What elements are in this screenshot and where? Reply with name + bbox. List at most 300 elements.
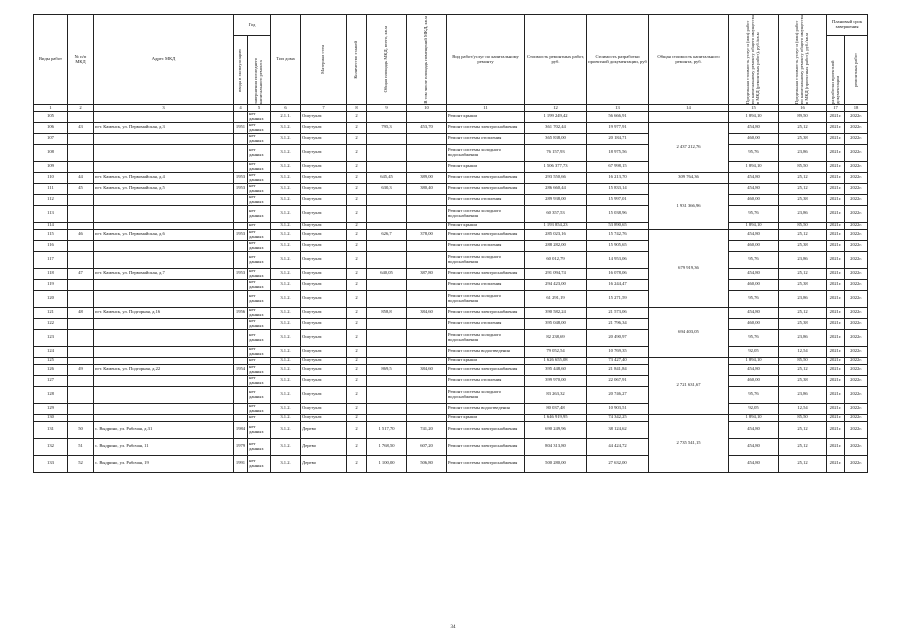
- cell-total-area: [367, 279, 407, 290]
- header-work-type: Виды работ: [34, 15, 68, 105]
- cell-design-cost: 53 890,65: [587, 222, 649, 229]
- cell-floors: 2: [347, 346, 367, 357]
- cell-floors: 2: [347, 279, 367, 290]
- cell-limit-design: 25,38: [779, 240, 827, 251]
- cell-limit-design: 25,12: [779, 455, 827, 472]
- cell-repair-cost: 76 157,93: [525, 144, 587, 161]
- cell-limit-repair: 454,80: [729, 268, 779, 279]
- cell-mkd-number: 49: [68, 364, 94, 375]
- cell-limit-repair: 1 894,10: [729, 414, 779, 421]
- cell-design-cost: 21 841,84: [587, 364, 649, 375]
- cell-repair-cost: 61 291,19: [525, 290, 587, 307]
- cell-last-repair: нет данных: [248, 375, 271, 386]
- table-row: [34, 421, 868, 438]
- table-row: [34, 183, 868, 194]
- cell-commission-year: [234, 346, 248, 357]
- cell-address: пгт. Каменск, ул. Первомайская, д.7: [94, 268, 234, 279]
- cell-design-cost: 27 632,00: [587, 455, 649, 472]
- cell-house-type: 3.1.2.: [271, 290, 301, 307]
- column-number: 11: [447, 105, 525, 112]
- cell-design-term: 2021г.: [827, 112, 845, 123]
- cell-commission-year: [234, 279, 248, 290]
- cell-work-kind: Ремонт системы водоотведения: [447, 403, 525, 414]
- cell-design-cost: 38 124,62: [587, 421, 649, 438]
- cell-address: [94, 329, 234, 346]
- table-row: [34, 346, 868, 357]
- cell-work-type: 126: [34, 364, 68, 375]
- cell-premises-area: 389,00: [407, 172, 447, 183]
- cell-limit-repair: 454,80: [729, 172, 779, 183]
- cell-design-term: 2021г.: [827, 403, 845, 414]
- cell-wall-material: Ошутукат.: [301, 414, 347, 421]
- cell-repair-term: 2022г.: [845, 414, 868, 421]
- cell-address: [94, 112, 234, 123]
- cell-premises-area: [407, 133, 447, 144]
- cell-total-cost: 2 721 631,67: [649, 357, 729, 414]
- cell-floors: 2: [347, 229, 367, 240]
- cell-premises-area: [407, 112, 447, 123]
- table-row: [34, 161, 868, 172]
- cell-house-type: 3.1.2.: [271, 194, 301, 205]
- cell-premises-area: [407, 240, 447, 251]
- table-row: [34, 133, 868, 144]
- cell-mkd-number: [68, 279, 94, 290]
- cell-limit-repair: 95,76: [729, 329, 779, 346]
- cell-limit-repair: 454,80: [729, 307, 779, 318]
- cell-commission-year: [234, 222, 248, 229]
- cell-last-repair: нет данных: [248, 346, 271, 357]
- cell-work-kind: Ремонт системы холодного водоснабжения: [447, 386, 525, 403]
- cell-floors: 2: [347, 290, 367, 307]
- cell-limit-design: 23,86: [779, 329, 827, 346]
- cell-mkd-number: [68, 318, 94, 329]
- cell-last-repair: нет данных: [248, 122, 271, 133]
- cell-last-repair: нет данных: [248, 386, 271, 403]
- cell-house-type: 3.1.2.: [271, 386, 301, 403]
- header-mkd-number: № п/п МКД: [68, 15, 94, 105]
- cell-wall-material: Ошутукат.: [301, 307, 347, 318]
- cell-last-repair: нет данных: [248, 279, 271, 290]
- cell-repair-term: 2022г.: [845, 329, 868, 346]
- cell-work-type: 129: [34, 403, 68, 414]
- cell-repair-term: 2022г.: [845, 357, 868, 364]
- cell-wall-material: Ошутукат.: [301, 364, 347, 375]
- cell-limit-repair: 1 894,10: [729, 112, 779, 123]
- cell-work-type: 123: [34, 329, 68, 346]
- cell-mkd-number: 51: [68, 438, 94, 455]
- cell-premises-area: 384,60: [407, 364, 447, 375]
- cell-commission-year: [234, 205, 248, 222]
- cell-work-kind: Ремонт системы электроснабжения: [447, 364, 525, 375]
- header-wall-material: Материал стен: [301, 15, 347, 105]
- cell-address: [94, 357, 234, 364]
- cell-design-term: 2021г.: [827, 307, 845, 318]
- cell-total-area: [367, 240, 407, 251]
- cell-mkd-number: [68, 133, 94, 144]
- column-number: 6: [271, 105, 301, 112]
- cell-floors: 2: [347, 329, 367, 346]
- cell-address: [94, 161, 234, 172]
- cell-work-type: 124: [34, 346, 68, 357]
- cell-total-cost: [649, 112, 729, 123]
- cell-address: [94, 222, 234, 229]
- cell-address: [94, 290, 234, 307]
- cell-wall-material: Ошутукат.: [301, 161, 347, 172]
- cell-premises-area: [407, 318, 447, 329]
- cell-limit-repair: 95,76: [729, 386, 779, 403]
- cell-last-repair: нет данных: [248, 329, 271, 346]
- cell-wall-material: Ошутукат.: [301, 346, 347, 357]
- cell-design-cost: 16 213,70: [587, 172, 649, 183]
- table-row: [34, 307, 868, 318]
- cell-floors: 2: [347, 122, 367, 133]
- cell-work-type: 128: [34, 386, 68, 403]
- table-row: [34, 172, 868, 183]
- cell-mkd-number: [68, 386, 94, 403]
- cell-commission-year: [234, 357, 248, 364]
- cell-repair-cost: 804 313,80: [525, 438, 587, 455]
- cell-house-type: 3.1.2.: [271, 172, 301, 183]
- cell-floors: 2: [347, 318, 367, 329]
- cell-last-repair: нет данных: [248, 403, 271, 414]
- table-row: [34, 279, 868, 290]
- cell-mkd-number: [68, 194, 94, 205]
- cell-work-kind: Ремонт системы отопления: [447, 318, 525, 329]
- table-row: [34, 364, 868, 375]
- cell-work-kind: Ремонт системы холодного водоснабжения: [447, 144, 525, 161]
- cell-design-term: 2021г.: [827, 386, 845, 403]
- header-repair-cost: Стоимость ремонтных работ, руб.: [525, 15, 587, 105]
- cell-repair-cost: 500 280,00: [525, 455, 587, 472]
- cell-total-area: [367, 251, 407, 268]
- cell-total-area: [367, 161, 407, 172]
- cell-premises-area: [407, 386, 447, 403]
- cell-work-kind: Ремонт крыши: [447, 414, 525, 421]
- cell-design-term: 2021г.: [827, 357, 845, 364]
- cell-premises-area: [407, 346, 447, 357]
- cell-work-type: 130: [34, 414, 68, 421]
- cell-repair-cost: 361 702,44: [525, 122, 587, 133]
- cell-last-repair: нет данных: [248, 421, 271, 438]
- cell-work-type: 113: [34, 205, 68, 222]
- cell-floors: 2: [347, 161, 367, 172]
- cell-repair-term: 2022г.: [845, 194, 868, 205]
- cell-repair-cost: 80 037,48: [525, 403, 587, 414]
- cell-last-repair: нет данных: [248, 251, 271, 268]
- cell-repair-term: 2022г.: [845, 421, 868, 438]
- cell-commission-year: [234, 290, 248, 307]
- cell-house-type: 3.1.2.: [271, 421, 301, 438]
- cell-total-cost: 1 931 366,96: [649, 183, 729, 229]
- cell-address: [94, 133, 234, 144]
- table-row: [34, 229, 868, 240]
- cell-limit-design: 25,12: [779, 421, 827, 438]
- header-year: Год: [234, 15, 271, 36]
- cell-total-cost: 2 735 541,15: [649, 414, 729, 472]
- table-row: [34, 455, 868, 472]
- cell-house-type: 3.1.2.: [271, 144, 301, 161]
- header-design-cost: Стоимость разработки проектной документации, руб: [587, 15, 649, 105]
- cell-repair-cost: 82 238,69: [525, 329, 587, 346]
- cell-last-repair: нет данных: [248, 133, 271, 144]
- cell-address: [94, 279, 234, 290]
- column-number: 18: [845, 105, 868, 112]
- cell-work-kind: Ремонт системы водоотведения: [447, 346, 525, 357]
- cell-house-type: 3.1.2.: [271, 346, 301, 357]
- cell-floors: 2: [347, 375, 367, 386]
- cell-design-cost: 15 038,96: [587, 205, 649, 222]
- cell-wall-material: Ошутукат.: [301, 194, 347, 205]
- cell-total-area: 630,3: [367, 183, 407, 194]
- cell-limit-repair: 1 894,10: [729, 161, 779, 172]
- cell-mkd-number: 43: [68, 122, 94, 133]
- cell-repair-term: 2022г.: [845, 268, 868, 279]
- cell-design-term: 2021г.: [827, 329, 845, 346]
- cell-limit-repair: 460,00: [729, 240, 779, 251]
- table-row: [34, 403, 868, 414]
- cell-commission-year: 1951: [234, 122, 248, 133]
- cell-work-kind: Ремонт системы отопления: [447, 194, 525, 205]
- cell-wall-material: Ошутукат.: [301, 222, 347, 229]
- cell-design-term: 2021г.: [827, 290, 845, 307]
- cell-limit-design: 25,12: [779, 268, 827, 279]
- cell-last-repair: нет данных: [248, 318, 271, 329]
- cell-design-cost: 15 271,59: [587, 290, 649, 307]
- cell-house-type: 3.1.2.: [271, 133, 301, 144]
- table-row: [34, 268, 868, 279]
- cell-repair-term: 2022г.: [845, 403, 868, 414]
- cell-mkd-number: [68, 240, 94, 251]
- cell-wall-material: Ошутукат.: [301, 229, 347, 240]
- cell-house-type: 3.1.2.: [271, 455, 301, 472]
- cell-limit-repair: 460,00: [729, 318, 779, 329]
- header-premises-area: В том числе площадь помещений МКД, кв.м: [407, 15, 447, 105]
- cell-repair-term: 2022г.: [845, 438, 868, 455]
- cell-wall-material: Ошутукат.: [301, 268, 347, 279]
- header-address: Адрес МКД: [94, 15, 234, 105]
- cell-design-cost: 21 573,06: [587, 307, 649, 318]
- cell-total-area: [367, 194, 407, 205]
- cell-total-area: [367, 290, 407, 307]
- cell-house-type: 2.1.1.: [271, 112, 301, 123]
- cell-house-type: 3.1.2.: [271, 403, 301, 414]
- cell-house-type: 3.1.2.: [271, 251, 301, 268]
- cell-work-type: 108: [34, 144, 68, 161]
- cell-total-area: [367, 386, 407, 403]
- cell-limit-repair: 454,80: [729, 364, 779, 375]
- table-row: [34, 329, 868, 346]
- table-row: [34, 375, 868, 386]
- cell-repair-term: 2022г.: [845, 346, 868, 357]
- cell-limit-repair: 92,05: [729, 403, 779, 414]
- cell-limit-repair: 95,76: [729, 144, 779, 161]
- cell-commission-year: [234, 375, 248, 386]
- cell-work-kind: Ремонт крыши: [447, 112, 525, 123]
- cell-limit-repair: 95,76: [729, 290, 779, 307]
- cell-commission-year: [234, 112, 248, 123]
- cell-last-repair: нет данных: [248, 268, 271, 279]
- table-row: [34, 357, 868, 364]
- cell-design-term: 2021г.: [827, 133, 845, 144]
- cell-total-area: [367, 346, 407, 357]
- cell-address: пгт. Каменск, ул. Первомайская, д.6: [94, 229, 234, 240]
- cell-total-cost: 309 764,36: [649, 172, 729, 183]
- cell-mkd-number: [68, 205, 94, 222]
- cell-premises-area: [407, 205, 447, 222]
- cell-premises-area: [407, 414, 447, 421]
- cell-work-kind: Ремонт системы холодного водоснабжения: [447, 251, 525, 268]
- cell-mkd-number: [68, 290, 94, 307]
- cell-work-kind: Ремонт системы холодного водоснабжения: [447, 290, 525, 307]
- cell-limit-design: 23,86: [779, 290, 827, 307]
- cell-work-kind: Ремонт системы электроснабжения: [447, 122, 525, 133]
- column-number: 17: [827, 105, 845, 112]
- cell-repair-cost: 289 938,00: [525, 194, 587, 205]
- cell-floors: 2: [347, 112, 367, 123]
- cell-premises-area: [407, 357, 447, 364]
- cell-commission-year: [234, 414, 248, 421]
- cell-repair-cost: 395 048,00: [525, 318, 587, 329]
- cell-commission-year: [234, 161, 248, 172]
- cell-design-term: 2021г.: [827, 222, 845, 229]
- cell-repair-cost: 390 582,24: [525, 307, 587, 318]
- cell-limit-repair: 454,80: [729, 421, 779, 438]
- cell-design-term: 2021г.: [827, 279, 845, 290]
- cell-total-area: [367, 133, 407, 144]
- cell-design-term: 2021г.: [827, 421, 845, 438]
- cell-last-repair: нет данных: [248, 364, 271, 375]
- cell-limit-repair: 454,80: [729, 183, 779, 194]
- cell-commission-year: [234, 318, 248, 329]
- cell-limit-design: 85,50: [779, 161, 827, 172]
- cell-design-term: 2021г.: [827, 194, 845, 205]
- column-number: 1: [34, 105, 68, 112]
- cell-design-cost: 20 184,71: [587, 133, 649, 144]
- cell-repair-cost: 285 023,16: [525, 229, 587, 240]
- cell-last-repair: нет данных: [248, 183, 271, 194]
- cell-commission-year: [234, 144, 248, 161]
- cell-house-type: 3.1.2.: [271, 329, 301, 346]
- cell-address: пгт. Каменск, ул. Подгорная, д.22: [94, 364, 234, 375]
- cell-address: с. Выдрино, ул. Рабочая, д.31: [94, 421, 234, 438]
- cell-mkd-number: 48: [68, 307, 94, 318]
- table-row: [34, 222, 868, 229]
- cell-wall-material: Ошутукат.: [301, 144, 347, 161]
- table-row: [34, 438, 868, 455]
- cell-address: [94, 346, 234, 357]
- cell-design-cost: 16 244,47: [587, 279, 649, 290]
- cell-design-term: 2021г.: [827, 438, 845, 455]
- cell-wall-material: Ошутукат.: [301, 240, 347, 251]
- cell-commission-year: [234, 386, 248, 403]
- cell-design-cost: 20 746,27: [587, 386, 649, 403]
- cell-repair-term: 2022г.: [845, 112, 868, 123]
- cell-commission-year: [234, 251, 248, 268]
- cell-premises-area: [407, 144, 447, 161]
- cell-address: [94, 403, 234, 414]
- cell-house-type: 3.1.2.: [271, 183, 301, 194]
- cell-design-term: 2021г.: [827, 161, 845, 172]
- cell-mkd-number: [68, 329, 94, 346]
- cell-repair-term: 2022г.: [845, 375, 868, 386]
- cell-commission-year: [234, 240, 248, 251]
- header-limit-design: Предельная стоимость услуг и (или) работ по капитальному ремонту общего имущества в МКД (проектных работ), руб./кв.м: [779, 15, 827, 105]
- cell-floors: 2: [347, 205, 367, 222]
- cell-work-type: 127: [34, 375, 68, 386]
- cell-mkd-number: [68, 144, 94, 161]
- cell-limit-design: 25,38: [779, 375, 827, 386]
- column-number: 8: [347, 105, 367, 112]
- cell-address: [94, 375, 234, 386]
- cell-total-area: [367, 222, 407, 229]
- header-total-cost: Общая стоимость капитального ремонта, руб.: [649, 15, 729, 105]
- cell-design-cost: 18 975,56: [587, 144, 649, 161]
- cell-address: пгт. Каменск, ул. Подгорная, д.16: [94, 307, 234, 318]
- cell-repair-cost: 690 249,96: [525, 421, 587, 438]
- cell-work-type: 109: [34, 161, 68, 172]
- table-row: [34, 318, 868, 329]
- cell-floors: 2: [347, 133, 367, 144]
- cell-design-term: 2021г.: [827, 251, 845, 268]
- cell-design-cost: 14 953,06: [587, 251, 649, 268]
- cell-total-area: 858,8: [367, 307, 407, 318]
- cell-limit-design: 23,86: [779, 386, 827, 403]
- cell-last-repair: нет данных: [248, 194, 271, 205]
- cell-limit-repair: 454,80: [729, 438, 779, 455]
- column-number: 4: [234, 105, 248, 112]
- cell-work-type: 114: [34, 222, 68, 229]
- cell-repair-cost: 1 646 919,95: [525, 414, 587, 421]
- cell-mkd-number: [68, 251, 94, 268]
- header-work-kind: Вид работ/услуг по капитальному ремонту: [447, 15, 525, 105]
- cell-design-cost: 74 342,25: [587, 414, 649, 421]
- cell-premises-area: 741,20: [407, 421, 447, 438]
- cell-premises-area: 378,00: [407, 229, 447, 240]
- cell-repair-term: 2022г.: [845, 122, 868, 133]
- cell-premises-area: [407, 329, 447, 346]
- cell-premises-area: [407, 251, 447, 268]
- table-row: [34, 386, 868, 403]
- cell-repair-cost: 79 052,54: [525, 346, 587, 357]
- cell-last-repair: нет данных: [248, 161, 271, 172]
- cell-repair-cost: 288 282,00: [525, 240, 587, 251]
- cell-commission-year: 1956: [234, 307, 248, 318]
- table-row: [34, 290, 868, 307]
- cell-premises-area: [407, 161, 447, 172]
- cell-last-repair: нет данных: [248, 455, 271, 472]
- header-limit-repair: Предельная стоимость услуг и (или) работ по капитальному ремонту общего имущества в МКД (ремонтных работ), руб./кв.м: [729, 15, 779, 105]
- cell-limit-design: 23,86: [779, 144, 827, 161]
- cell-total-area: 1 768,50: [367, 438, 407, 455]
- cell-address: пгт. Каменск, ул. Первомайская, д.5: [94, 183, 234, 194]
- cell-work-type: 119: [34, 279, 68, 290]
- cell-floors: 2: [347, 414, 367, 421]
- cell-commission-year: [234, 329, 248, 346]
- header-floors: Количество этажей: [347, 15, 367, 105]
- cell-mkd-number: [68, 112, 94, 123]
- cell-repair-term: 2022г.: [845, 144, 868, 161]
- table-row: [34, 144, 868, 161]
- cell-premises-area: [407, 194, 447, 205]
- cell-premises-area: [407, 375, 447, 386]
- cell-house-type: 3.1.2.: [271, 364, 301, 375]
- cell-house-type: 3.1.2.: [271, 438, 301, 455]
- cell-floors: 2: [347, 364, 367, 375]
- cell-design-term: 2021г.: [827, 229, 845, 240]
- column-number: 14: [649, 105, 729, 112]
- cell-wall-material: Ошутукат.: [301, 318, 347, 329]
- cell-repair-term: 2022г.: [845, 279, 868, 290]
